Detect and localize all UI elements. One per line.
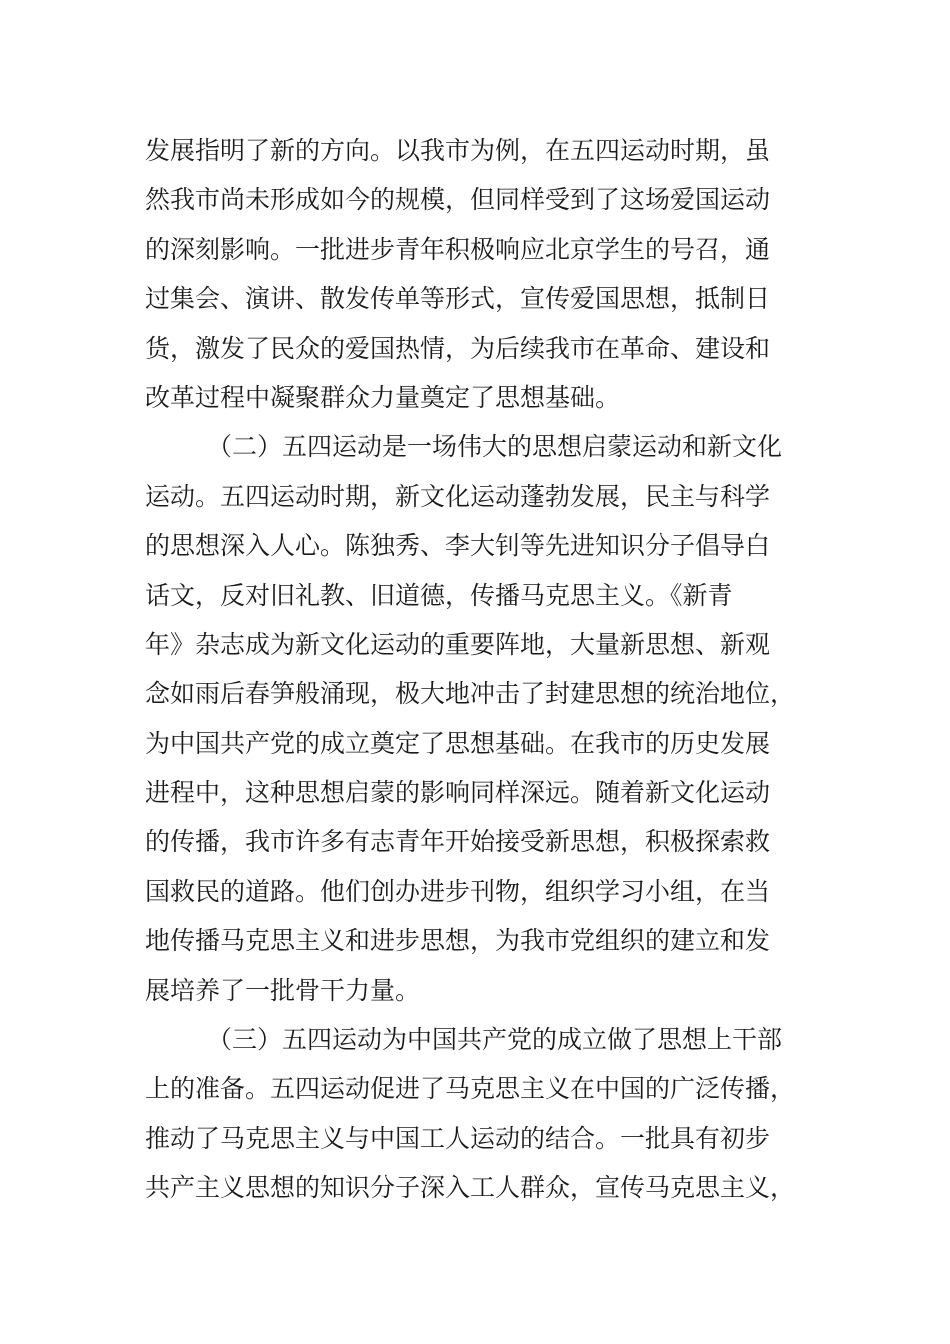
paragraph-2-line: 的思想深入人心。陈独秀、李大钊等先进知识分子倡导白	[145, 531, 771, 561]
paragraph-2-line: 展培养了一批骨干力量。	[145, 975, 421, 1005]
paragraph-3-line: 共产主义思想的知识分子深入工人群众，宣传马克思主义，	[145, 1173, 796, 1203]
paragraph-1-line: 发展指明了新的方向。以我市为例，在五四运动时期，虽	[145, 136, 771, 165]
paragraph-2-line: 念如雨后春笋般涌现，极大地冲击了封建思想的统治地位，	[145, 679, 796, 709]
paragraph-2-line: 为中国共产党的成立奠定了思想基础。在我市的历史发展	[145, 728, 771, 758]
paragraph-3-line: 推动了马克思主义与中国工人运动的结合。一批具有初步	[145, 1123, 771, 1153]
paragraph-1-line: 然我市尚未形成如今的规模，但同样受到了这场爱国运动	[145, 185, 771, 215]
paragraph-1-line: 的深刻影响。一批进步青年积极响应北京学生的号召，通	[145, 234, 771, 264]
paragraph-3-heading-line: （三）五四运动为中国共产党的成立做了思想上干部	[207, 1025, 783, 1055]
paragraph-2-line: 的传播，我市许多有志青年开始接受新思想，积极探索救	[145, 827, 771, 857]
paragraph-2-line: 进程中，这种思想启蒙的影响同样深远。随着新文化运动	[145, 778, 771, 808]
document-body	[145, 126, 810, 1213]
paragraph-3-line: 上的准备。五四运动促进了马克思主义在中国的广泛传播，	[145, 1074, 796, 1104]
paragraph-2-line: 年》杂志成为新文化运动的重要阵地，大量新思想、新观	[145, 629, 771, 659]
paragraph-1-line: 过集会、演讲、散发传单等形式，宣传爱国思想，抵制日	[145, 284, 771, 314]
paragraph-1-line: 货，激发了民众的爱国热情，为后续我市在革命、建设和	[145, 333, 771, 363]
paragraph-2-line: 运动。五四运动时期，新文化运动蓬勃发展，民主与科学	[145, 481, 771, 511]
paragraph-1-line: 改革过程中凝聚群众力量奠定了思想基础。	[145, 382, 621, 412]
paragraph-2-line: 地传播马克思主义和进步思想，为我市党组织的建立和发	[145, 926, 771, 956]
paragraph-2-heading-line: （二）五四运动是一场伟大的思想启蒙运动和新文化	[207, 432, 783, 462]
paragraph-2-line: 国救民的道路。他们创办进步刊物，组织学习小组，在当	[145, 876, 771, 906]
paragraph-2-line: 话文，反对旧礼教、旧道德，传播马克思主义。《新青	[145, 580, 733, 610]
